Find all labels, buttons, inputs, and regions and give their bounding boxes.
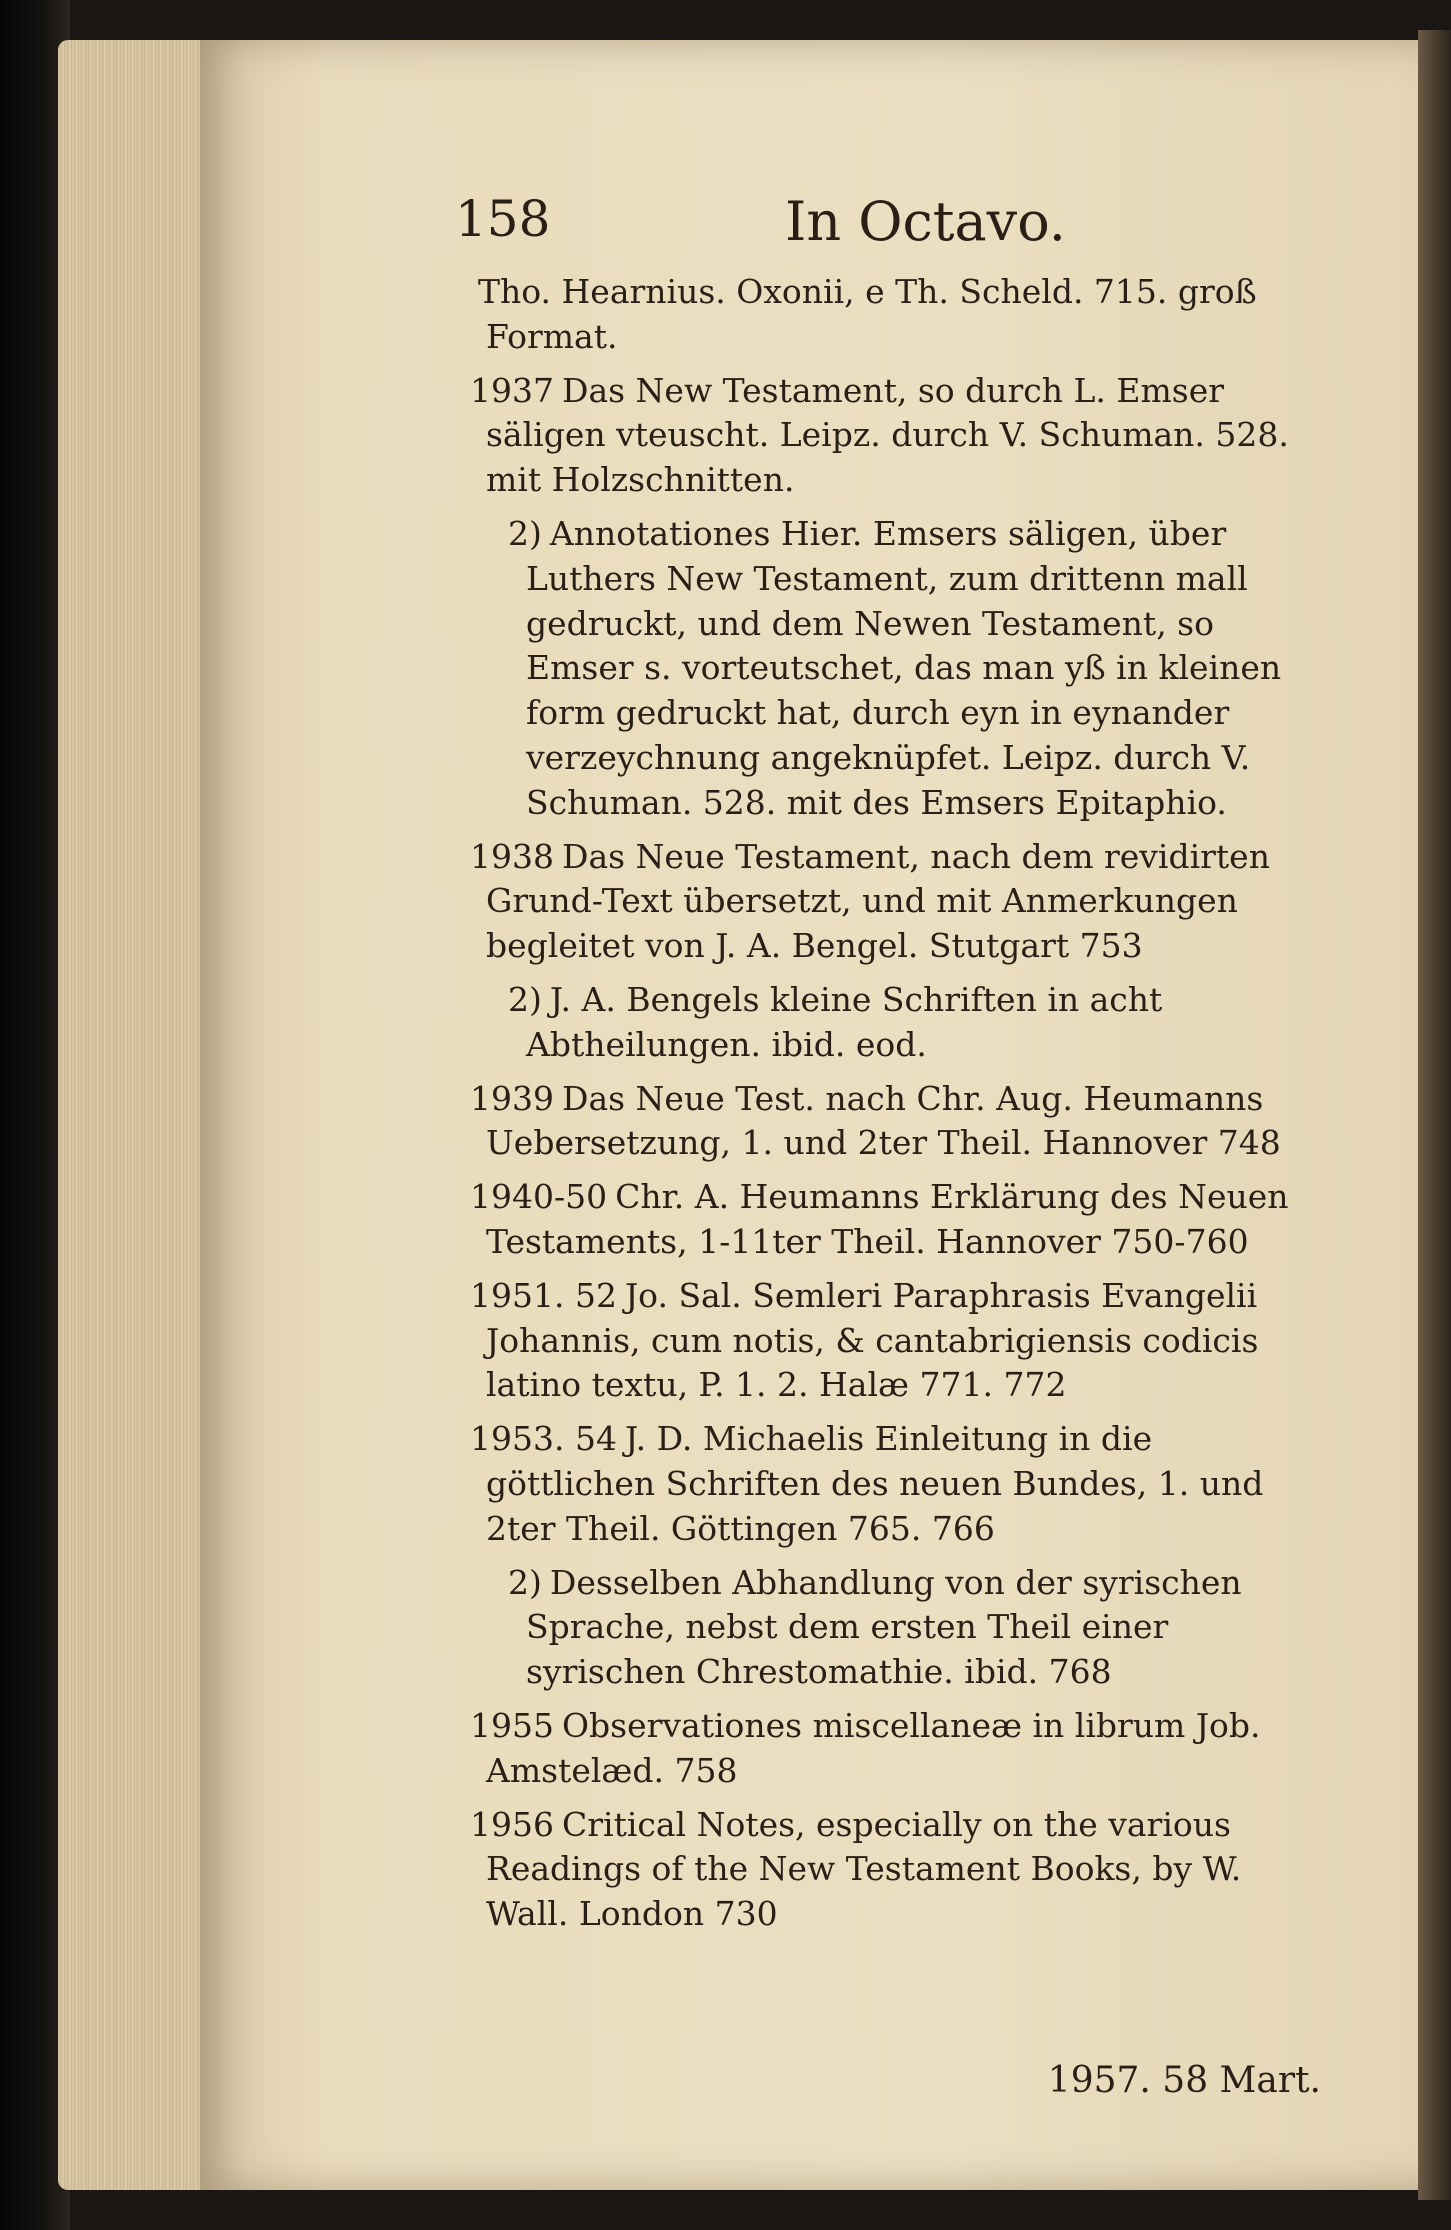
catalog-entry: 1956 Critical Notes, especially on the various Readings of the New Testament Books, by W. Wall. London 730 <box>470 1804 1242 1934</box>
running-head: In Octavo. <box>785 190 1066 253</box>
catalog-entry: Tho. Hearnius. Oxonii, e Th. Scheld. 715. groß Format. <box>478 272 1257 356</box>
catalog-entry: 1953. 54 J. D. Michaelis Einleitung in die göttlichen Schriften des neuen Bundes, 1. und 2ter Theil. Göttingen 765. 766 <box>470 1419 1264 1548</box>
facing-page-edge <box>1418 30 1451 2200</box>
catalog-entry: 1939 Das Neue Test. nach Chr. Aug. Heumanns Uebersetzung, 1. und 2ter Theil. Hannover 748 <box>470 1078 1281 1163</box>
catalog-subentry: 2) Annotationes Hier. Emsers säligen, über Luthers New Testament, zum drittenn mall gedruckt, und dem Newen Testament, so Emser s. vorteutschet, das man yß in kleinen form gedruckt hat, durch eyn in eynander verzeychnung angeknüpfet. Leipz. durch V. Schuman. 528. mit des Emsers Epitaphio. <box>508 513 1282 822</box>
catalog-entry: 1938 Das Neue Testament, nach dem revidirten Grund-Text übersetzt, und mit Anmerkungen begleitet von J. A. Bengel. Stutgart 753 <box>470 836 1270 966</box>
page-number: 158 <box>455 190 551 248</box>
catalog-entry: 1937 Das New Testament, so durch L. Emser säligen vteuscht. Leipz. durch V. Schuman. 528. mit Holzschnitten. <box>470 370 1289 500</box>
catchword: 1957. 58 Mart. <box>1047 2060 1321 2101</box>
catalog-entry: 1951. 52 Jo. Sal. Semleri Paraphrasis Evangelii Johannis, cum notis, & cantabrigiensis codicis latino textu, P. 1. 2. Halæ 771. 772 <box>470 1275 1259 1405</box>
catalog-subentry: 2) Desselben Abhandlung von der syrischen Sprache, nebst dem ersten Theil einer syrischen Chrestomathie. ibid. 768 <box>508 1562 1242 1692</box>
page-header <box>455 190 1305 260</box>
catalog-entry: 1955 Observationes miscellaneæ in librum Job. Amstelæd. 758 <box>470 1705 1261 1790</box>
catalog-subentry: 2) J. A. Bengels kleine Schriften in acht Abtheilungen. ibid. eod. <box>508 979 1163 1064</box>
catalog-entries <box>470 270 1330 1946</box>
catalog-entry: 1940-50 Chr. A. Heumanns Erklärung des Neuen Testaments, 1-11ter Theil. Hannover 750-760 <box>470 1177 1289 1261</box>
